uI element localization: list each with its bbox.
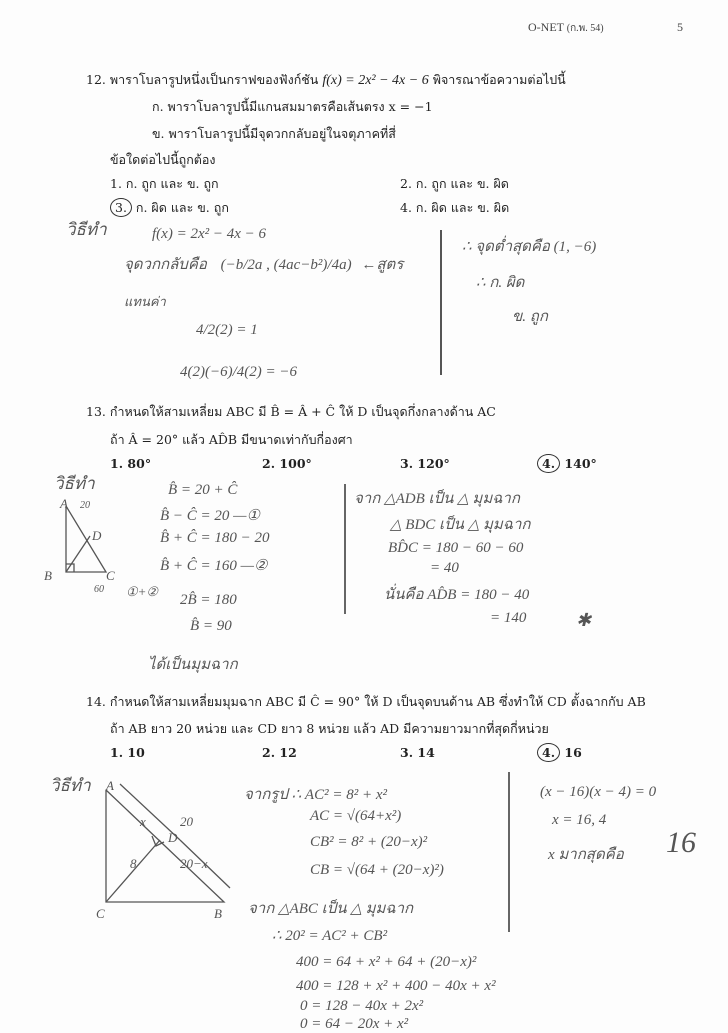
q12-statement-a: ก. พาราโบลารูปนี้มีแกนสมมาตรคือเส้นตรง x = −1 — [152, 99, 433, 114]
q14-m2: AC = √(64+x²) — [310, 808, 402, 824]
q14-option-1[interactable] — [110, 745, 145, 760]
q12-formula: f(x) = 2x² − 4x − 6 — [322, 73, 429, 88]
q12-stem — [86, 70, 566, 90]
option-number-circled: 3. — [110, 198, 132, 217]
exam-year: (ก.พ. 54) — [566, 23, 604, 34]
q12-work-right3: ข. ถูก — [512, 309, 548, 325]
q14-m1: จากรูป ∴ AC² = 8² + x² — [244, 787, 387, 803]
fig14-label-c: C — [96, 906, 105, 921]
q13-r5: นั่นคือ AD̂B = 180 − 40 — [384, 587, 530, 603]
q14-divider — [508, 772, 510, 932]
fig13-label-b: B — [44, 568, 52, 583]
q13-text1: กำหนดให้สามเหลี่ยม ABC มี B̂ = Â + Ĉ ให้ D เป็นจุดกึ่งกลางด้าน AC — [109, 404, 496, 419]
q12-work-calc2: 4(2)(−6)/4(2) = −6 — [180, 364, 298, 380]
q12-option-1[interactable] — [110, 174, 219, 194]
q14-m6: ∴ 20² = AC² + CB² — [272, 928, 388, 944]
option-number: 2. — [262, 456, 276, 471]
option-text: 100° — [279, 456, 312, 471]
option-text: 140° — [564, 456, 597, 471]
q13-mark: ✱ — [576, 610, 592, 630]
q14-option-2[interactable] — [262, 745, 297, 760]
option-number: 1. — [110, 456, 124, 471]
option-text: ก. ผิด และ ข. ผิด — [415, 200, 510, 215]
q12-work-label: วิธีทำ — [66, 220, 107, 239]
q12-statement-b: ข. พาราโบลารูปนี้มีจุดวกกลับอยู่ในจตุภาคที่สี่ — [152, 126, 396, 141]
q12-work-right1: ∴ จุดต่ำสุดคือ (1, −6) — [462, 239, 597, 255]
q14-m8: 400 = 128 + x² + 400 − 40x + x² — [296, 978, 496, 994]
option-text: 80° — [127, 456, 152, 471]
formula-note: ←สูตร — [361, 257, 404, 273]
q13-eq1: B̂ = 20 + Ĉ — [168, 482, 238, 498]
q13-r3: BD̂C = 180 − 60 − 60 — [388, 540, 524, 556]
option-text: ก. ผิด และ ข. ถูก — [135, 200, 229, 215]
fig13-label-20: 20 — [80, 500, 90, 511]
fig14-label-20: 20 — [180, 814, 193, 829]
q14-m5: จาก △ABC เป็น △ มุมฉาก — [248, 901, 414, 917]
option-text: 12 — [279, 745, 297, 760]
q14-m9: 0 = 128 − 40x + 2x² — [300, 998, 424, 1014]
q13-eq2: B̂ − Ĉ = 20 —① — [160, 508, 260, 524]
option-number-circled: 4. — [537, 743, 560, 762]
option-number: 3. — [400, 456, 414, 471]
q13-number: 13. — [86, 404, 106, 419]
q13-line2: ถ้า Â = 20° แล้ว AD̂B มีขนาดเท่ากับกี่องศา — [110, 432, 353, 447]
fig13-label-a: A — [60, 496, 68, 511]
q13-r4: = 40 — [430, 560, 459, 576]
q13-option-4[interactable] — [537, 456, 597, 471]
q13-line1 — [86, 402, 496, 422]
q14-text1: กำหนดให้สามเหลี่ยมมุมฉาก ABC มี Ĉ = 90° ให้ D เป็นจุดบนด้าน AB ซึ่งทำให้ CD ตั้งฉากกับ AB — [109, 694, 646, 709]
option-number: 1. — [110, 176, 122, 191]
q12-work-line1: f(x) = 2x² − 4x − 6 — [152, 226, 266, 242]
right-angle-mark — [152, 836, 164, 846]
q14-option-3[interactable] — [400, 745, 435, 760]
q13-eq3: B̂ + Ĉ = 180 − 20 — [160, 530, 270, 546]
q14-m3: CB² = 8² + (20−x)² — [310, 834, 428, 850]
vertex-formula: (−b/2a , (4ac−b²)/4a) — [220, 257, 352, 273]
fig13-label-c: C — [106, 568, 115, 583]
fig14-label-a: A — [106, 778, 114, 793]
option-text: ก. ถูก และ ข. ถูก — [125, 176, 219, 191]
q14-line1 — [86, 692, 646, 712]
q12-work-calc1: 4/2(2) = 1 — [196, 322, 258, 338]
q14-final-answer: 16 — [666, 826, 696, 859]
q12-stem-before: พาราโบลารูปหนึ่งเป็นกราฟของฟังก์ชัน — [109, 72, 319, 87]
q13-option-2[interactable] — [262, 456, 312, 471]
exam-name: O-NET — [528, 20, 564, 34]
q13-option-3[interactable] — [400, 456, 450, 471]
fig14-label-20x: 20−x — [180, 856, 208, 871]
vertex-label: จุดวกกลับคือ — [124, 257, 207, 273]
q13-combine: ①+② — [126, 584, 159, 599]
q14-m4: CB = √(64 + (20−x)²) — [310, 862, 444, 878]
q14-r2: x = 16, 4 — [552, 812, 607, 828]
option-number: 3. — [400, 745, 414, 760]
option-number: 2. — [262, 745, 276, 760]
q12-work-line3: แทนค่า — [124, 294, 166, 309]
q12-stem-after: พิจารณาข้อความต่อไปนี้ — [432, 72, 566, 87]
q13-option-1[interactable] — [110, 456, 151, 471]
header-exam — [528, 20, 604, 36]
option-text: ก. ถูก และ ข. ผิด — [415, 176, 509, 191]
q14-r1: (x − 16)(x − 4) = 0 — [540, 784, 657, 800]
option-number: 4. — [400, 200, 412, 215]
fig14-label-d: D — [168, 830, 178, 845]
q13-eq4: B̂ + Ĉ = 160 —② — [160, 558, 268, 574]
triangle-abc — [106, 790, 224, 902]
q13-r2: △ BDC เป็น △ มุมฉาก — [390, 517, 531, 533]
q14-work-label: วิธีทำ — [50, 776, 91, 795]
q12-work-line2 — [124, 252, 403, 276]
q13-r6: = 140 — [490, 610, 527, 626]
option-text: 16 — [564, 745, 582, 760]
q12-work-right2: ∴ ก. ผิด — [476, 275, 525, 291]
q12-prompt: ข้อใดต่อไปนี้ถูกต้อง — [110, 152, 216, 167]
q14-m7: 400 = 64 + x² + 64 + (20−x)² — [296, 954, 477, 970]
q12-number: 12. — [86, 72, 106, 87]
fig14-label-x: x — [140, 814, 146, 829]
fig13-label-d: D — [92, 528, 102, 543]
q12-option-3[interactable] — [110, 198, 229, 218]
q12-divider — [440, 230, 442, 375]
option-number: 2. — [400, 176, 412, 191]
q14-option-4[interactable] — [537, 745, 582, 760]
segment-bd — [66, 536, 90, 572]
fig13-label-60: 60 — [94, 584, 104, 595]
option-text: 120° — [417, 456, 450, 471]
q13-r1: จาก △ADB เป็น △ มุมฉาก — [354, 491, 520, 507]
q14-m10: 0 = 64 − 20x + x² — [300, 1016, 409, 1032]
q13-conclude: ได้เป็นมุมฉาก — [148, 657, 238, 673]
q13-divider — [344, 484, 346, 614]
option-text: 10 — [127, 745, 145, 760]
q14-line2: ถ้า AB ยาว 20 หน่วย และ CD ยาว 8 หน่วย แล้ว AD มีความยาวมากที่สุดกี่หน่วย — [110, 721, 549, 736]
q14-r3: x มากสุดคือ — [548, 847, 624, 863]
page-number: 5 — [677, 20, 683, 34]
q13-eq5: 2B̂ = 180 — [180, 592, 237, 608]
q12-option-2[interactable] — [400, 174, 509, 194]
option-text: 14 — [417, 745, 435, 760]
fig14-label-8: 8 — [130, 856, 137, 871]
option-number-circled: 4. — [537, 454, 560, 473]
q13-eq6: B̂ = 90 — [190, 618, 232, 634]
fig14-label-b: B — [214, 906, 222, 921]
q14-triangle-figure — [80, 780, 240, 920]
q14-number: 14. — [86, 694, 106, 709]
q12-option-4[interactable] — [400, 198, 509, 218]
q13-triangle-figure — [44, 498, 114, 588]
q13-work-label: วิธีทำ — [54, 474, 95, 493]
option-number: 1. — [110, 745, 124, 760]
